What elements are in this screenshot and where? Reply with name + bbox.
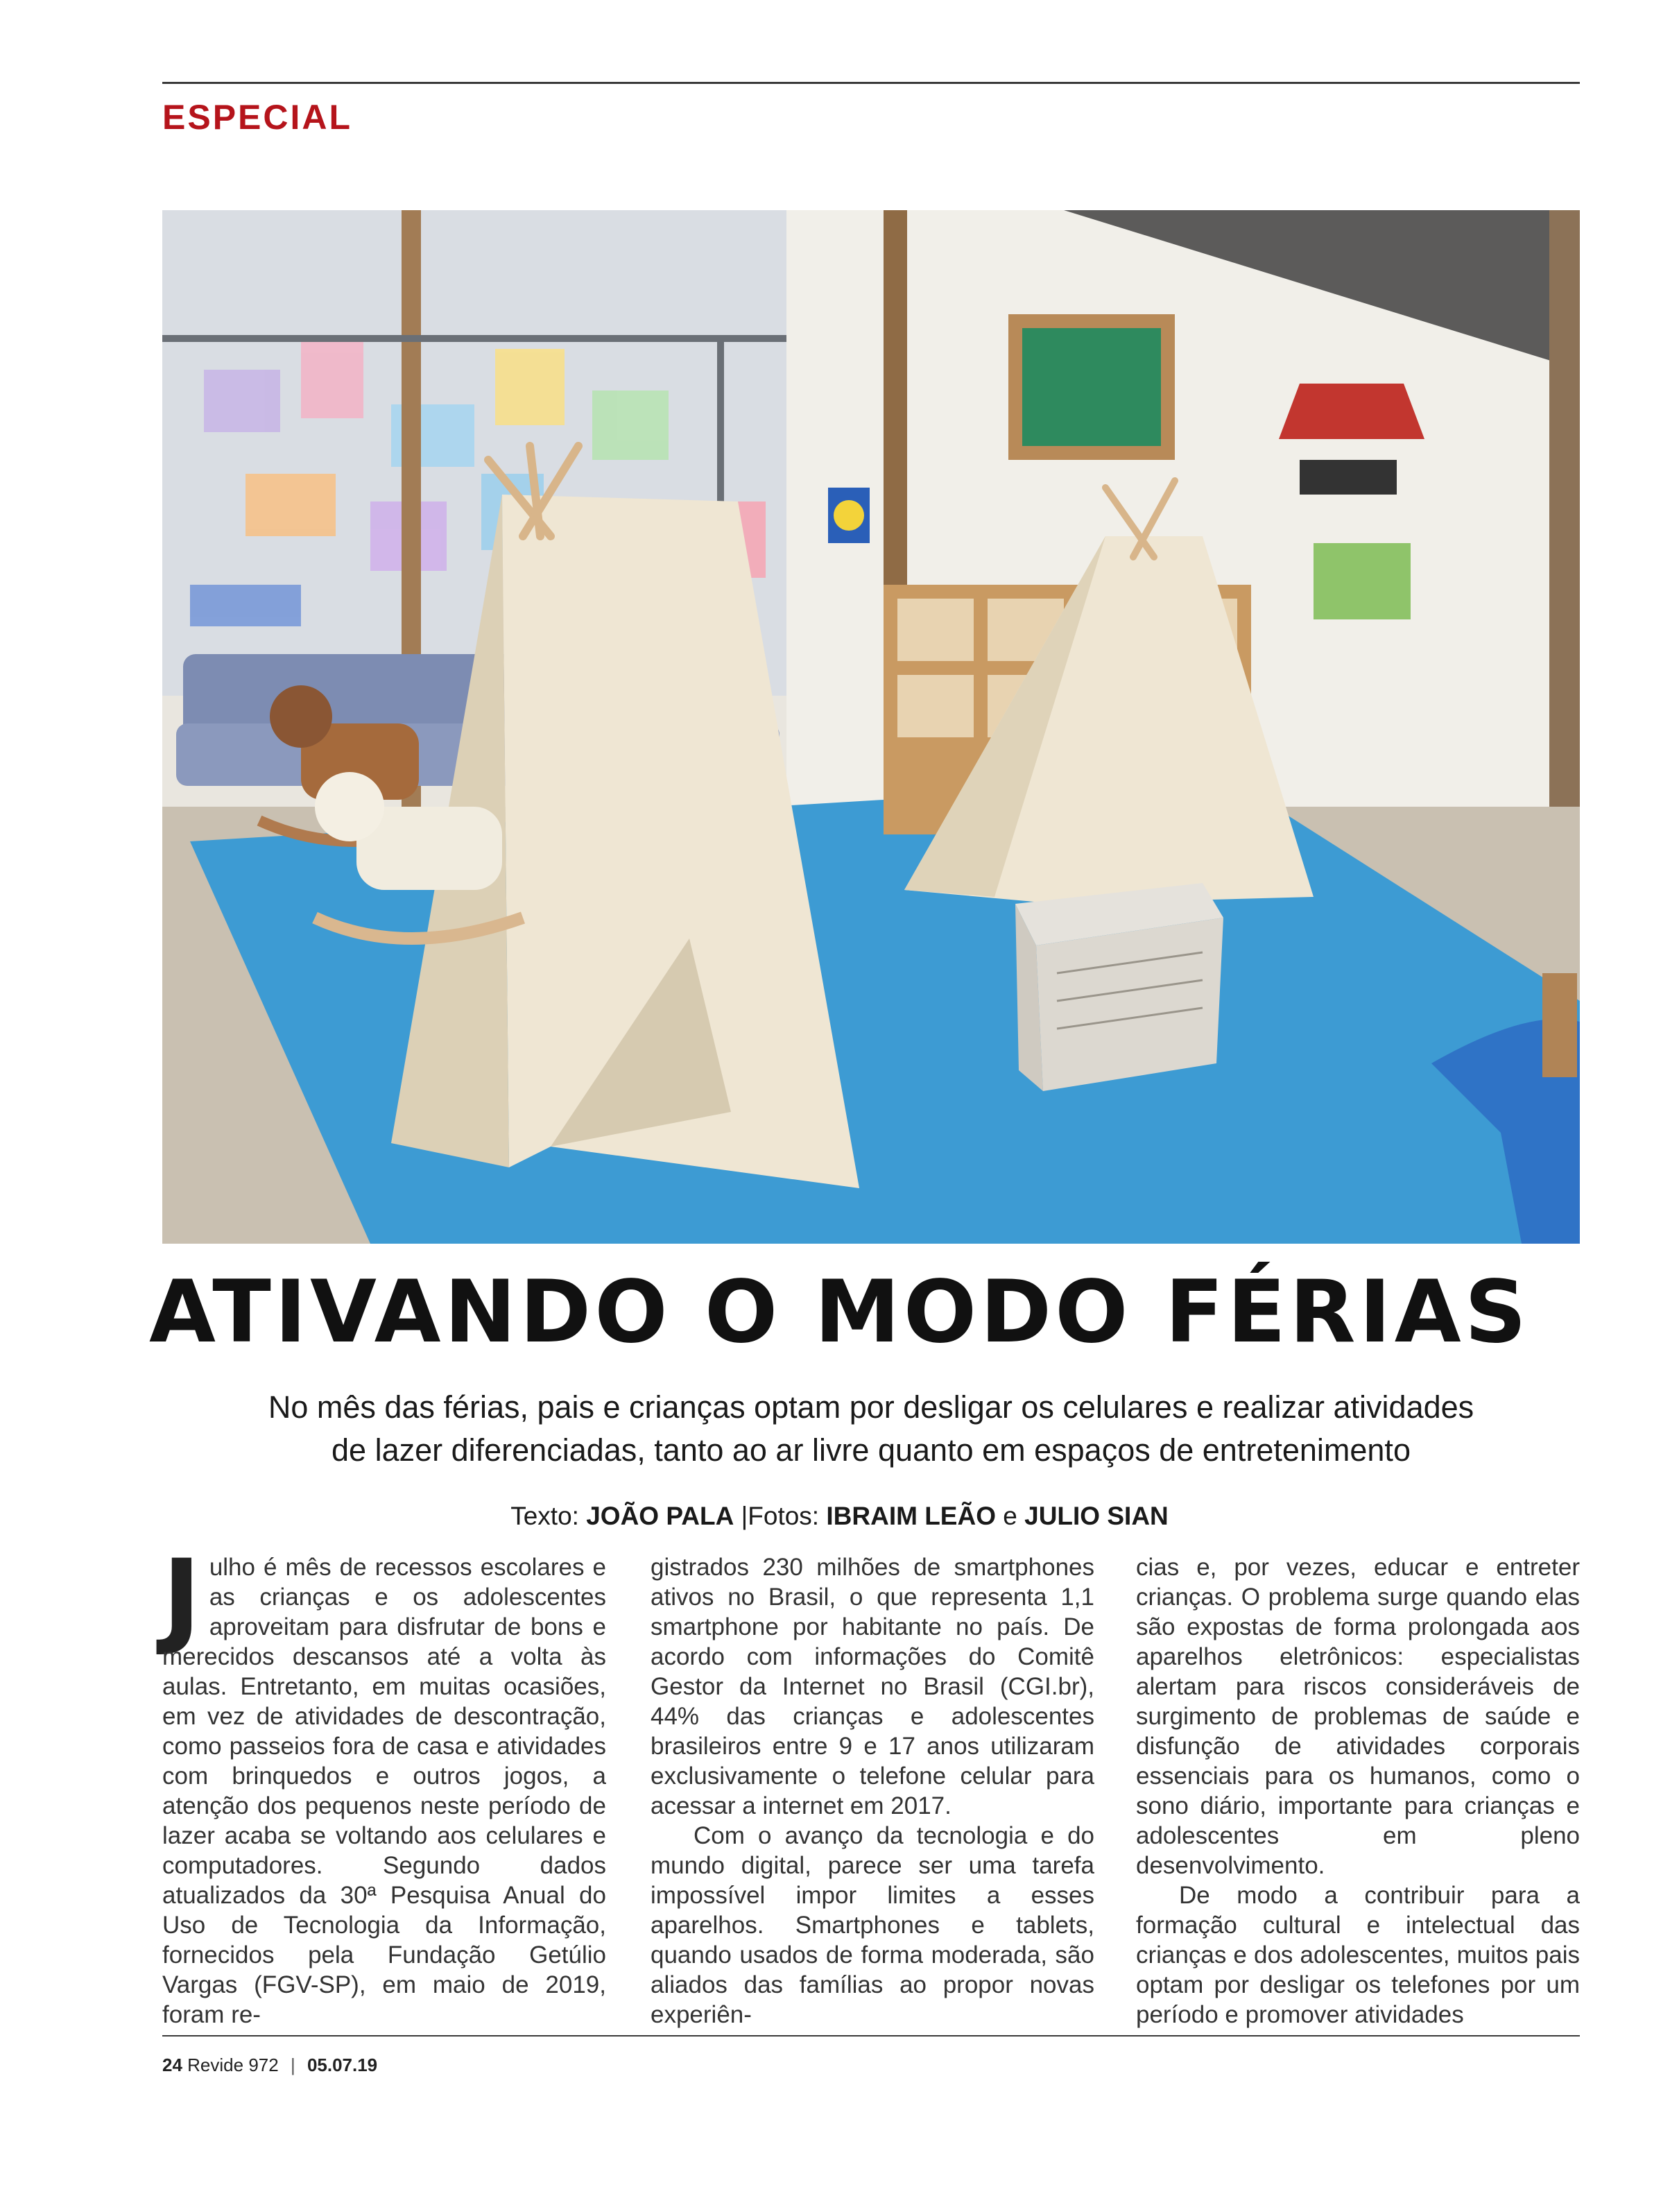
- body-paragraph: De modo a contribuir para a formação cultural e intelectual das crianças e dos adolescentes, muitos pais optam por desligar os telefones por um período e promover atividades: [1136, 1882, 1580, 2028]
- deck-line-1: No mês das férias, pais e crianças optam por desligar os celulares e realizar atividades: [268, 1389, 1474, 1425]
- drop-cap: J: [162, 1538, 201, 1658]
- bottom-rule: [162, 2035, 1580, 2037]
- page-footer: [162, 2055, 377, 2076]
- section-label: ESPECIAL: [162, 98, 353, 137]
- byline-divider: |: [741, 1502, 748, 1530]
- body-paragraph: [162, 1538, 606, 2030]
- deck-line-2: de lazer diferenciadas, tanto ao ar livre quanto em espaços de entretenimento: [332, 1432, 1411, 1468]
- body-column-3: [1136, 1552, 1580, 2030]
- issue-date: 05.07.19: [307, 2055, 378, 2075]
- publication-name: Revide 972: [187, 2055, 279, 2075]
- body-column-2: [651, 1552, 1094, 2030]
- playroom-illustration: [162, 210, 1580, 1244]
- top-rule: [162, 82, 1580, 84]
- footer-separator: |: [290, 2055, 295, 2075]
- byline-conjunction: e: [1003, 1502, 1017, 1530]
- deck: [162, 1386, 1580, 1472]
- article-photo: [162, 210, 1580, 1244]
- byline-photographer-1: IBRAIM LEÃO: [826, 1502, 996, 1530]
- byline-author: JOÃO PALA: [586, 1502, 734, 1530]
- byline: [0, 1502, 1679, 1531]
- body-paragraph: Com o avanço da tecnologia e do mundo digital, parece ser uma tarefa impossível impor limites a esses aparelhos. Smartphones e tablets, quando usados de forma moderada, são aliados das famílias ao propor novas experiên-: [651, 1822, 1094, 2028]
- body-paragraph: gistrados 230 milhões de smartphones ativos no Brasil, o que representa 1,1 smartphone por habitante no país. De acordo com informações do Comitê Gestor da Internet no Brasil (CGI.br), 44% das crianças e adolescentes brasileiros entre 9 e 17 anos utilizaram exclusivamente o telefone celular para acessar a internet em 2017.: [651, 1554, 1094, 1819]
- body-text: ulho é mês de recessos escolares e as crianças e os adolescentes aproveitam para disfrutar de bons e merecidos descansos até a volta às aulas. Entretanto, em muitas ocasiões, em vez de atividades de descontração, como passeios fora de casa e atividades com brinquedos e outros jogos, a atenção dos pequenos neste período de lazer acaba se voltando aos celulares e computadores. Segundo dados atualizados da 30ª Pesquisa Anual do Uso de Tecnologia da Informação, fornecidos pela Fundação Getúlio Vargas (FGV-SP), em maio de 2019, foram re-: [162, 1554, 606, 2028]
- body-column-1: [162, 1538, 606, 2030]
- byline-photographer-2: JULIO SIAN: [1024, 1502, 1169, 1530]
- byline-photo-label: Fotos:: [748, 1502, 820, 1530]
- byline-text-label: Texto:: [510, 1502, 579, 1530]
- headline: ATIVANDO O MODO FÉRIAS: [148, 1262, 1531, 1362]
- body-paragraph: cias e, por vezes, educar e entreter crianças. O problema surge quando elas são expostas de forma prolongada aos aparelhos eletrônicos: especialistas alertam para riscos consideráveis de surgimento de problemas de saúde e disfunção de atividades corporais essenciais para os humanos, como o sono diário, importante para crianças e adolescentes em pleno desenvolvimento.: [1136, 1554, 1580, 1879]
- page-number: 24: [162, 2055, 182, 2075]
